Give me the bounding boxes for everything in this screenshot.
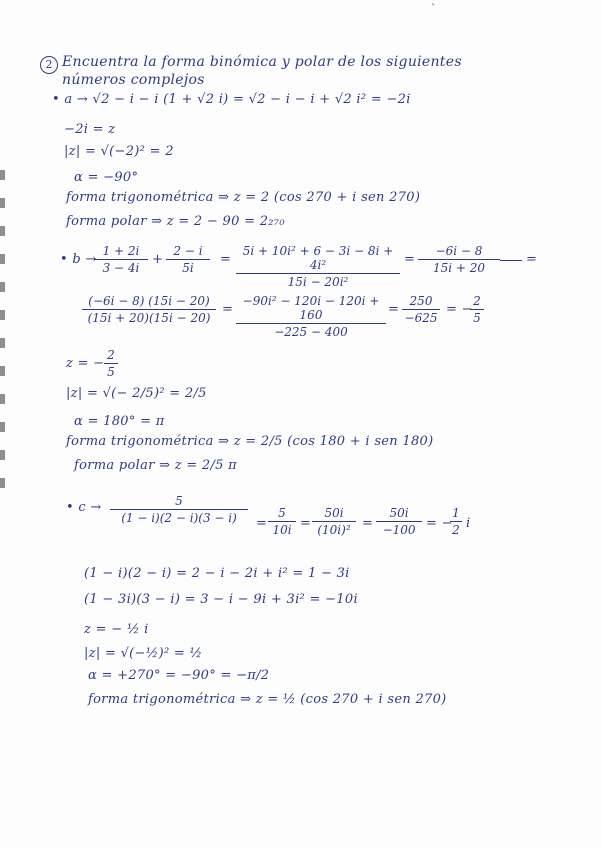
equals-sign: = [404,252,416,267]
denominator: −100 [382,523,416,537]
denominator: 10i [272,523,292,537]
numerator: −90i² − 120i − 120i + 160 [236,294,386,324]
part-a-modulus: |z| = √(−2)² = 2 [64,144,174,159]
denominator: 15i − 20i² [287,275,349,289]
part-b-fraction-2 [166,244,210,275]
part-b-label: • b → [60,252,97,267]
denominator: (1 − i)(2 − i)(3 − i) [121,511,237,525]
denominator: −225 − 400 [274,325,348,339]
part-c-trig-form: forma trigonométrica ⇒ z = ½ (cos 270 + i sen 270) [88,692,447,707]
part-c-fraction-2 [268,506,296,537]
part-c-fraction-4 [376,506,422,537]
equals-minus: = − [446,302,473,317]
part-b-fraction-1 [94,244,148,275]
numerator: 1 + 2i [94,244,148,260]
numerator: 5 [110,494,248,510]
part-a-line1: • a → √2 − i − i (1 + √2 i) = √2 − i − i + √2 i² = −2i [52,92,411,107]
part-b-result-fraction [470,294,484,325]
equals-minus: = − [426,516,453,531]
part-b-fraction-4 [418,244,500,275]
denominator: 5i [182,261,194,275]
part-c-fraction-1 [110,494,248,525]
part-b-z-fraction [104,348,118,379]
part-a-trig-form: forma trigonométrica ⇒ z = 2 (cos 270 + i sen 270) [66,190,421,205]
numerator: 5 [268,506,296,522]
equals-sign: = [256,516,268,531]
denominator: −625 [404,311,438,325]
denominator: 5 [107,365,115,379]
pen-mark: ˋ [431,4,436,15]
exercise-title-line2: números complejos [62,72,205,88]
exercise-number: 2 [40,56,58,74]
part-c-fraction-3 [312,506,356,537]
plus-sign: + [152,252,164,267]
equals-sign: = [388,302,400,317]
part-b-fraction-3 [236,244,400,289]
equals-sign: = [300,516,312,531]
numerator: 2 [104,348,118,364]
numerator: 2 − i [166,244,210,260]
denominator: 15i + 20 [432,261,486,275]
equals-sign: = [220,252,232,267]
numerator: 5i + 10i² + 6 − 3i − 8i + 4i² [236,244,400,274]
denominator: 2 [452,523,460,537]
part-a-line2: −2i = z [64,122,116,137]
denominator: 5 [473,311,481,325]
denominator: (15i + 20)(15i − 20) [87,311,211,325]
scan-edge-marks [0,170,5,490]
imaginary-unit: i [466,516,471,531]
part-b-polar-form: forma polar ⇒ z = 2/5 π [74,458,237,473]
continuation-line [500,260,522,261]
part-c-argument: α = +270° = −90° = −π/2 [88,668,270,683]
equals-sign: = [222,302,234,317]
part-a-polar-form: forma polar ⇒ z = 2 − 90 = 2₂₇₀ [66,214,285,229]
equals-sign: = [362,516,374,531]
part-c-modulus: |z| = √(−½)² = ½ [84,646,203,661]
part-b-argument: α = 180° = π [74,414,165,429]
equals-sign: = [526,252,538,267]
part-b-trig-form: forma trigonométrica ⇒ z = 2/5 (cos 180 + i sen 180) [66,434,434,449]
part-c-result-fraction [450,506,462,537]
part-b-z-label: z = − [66,356,105,371]
part-b-modulus: |z| = √(− 2/5)² = 2/5 [66,386,207,401]
denominator: (10i)² [317,523,351,537]
part-b-fraction-7 [402,294,440,325]
numerator: 1 [450,506,462,522]
numerator: 2 [470,294,484,310]
part-b-fraction-5 [82,294,216,325]
part-b-fraction-6 [236,294,386,339]
part-c-product-1: (1 − i)(2 − i) = 2 − i − 2i + i² = 1 − 3i [84,566,350,581]
exercise-title-line1: Encuentra la forma binómica y polar de los siguientes [62,54,462,70]
numerator: (−6i − 8) (15i − 20) [82,294,216,310]
part-c-product-2: (1 − 3i)(3 − i) = 3 − i − 9i + 3i² = −10i [84,592,358,607]
part-a-argument: α = −90° [74,170,139,185]
denominator: 3 − 4i [102,261,140,275]
numerator: 250 [402,294,440,310]
part-c-z-value: z = − ½ i [84,622,149,637]
numerator: −6i − 8 [418,244,500,260]
numerator: 50i [312,506,356,522]
part-c-label: • c → [66,500,102,515]
numerator: 50i [376,506,422,522]
